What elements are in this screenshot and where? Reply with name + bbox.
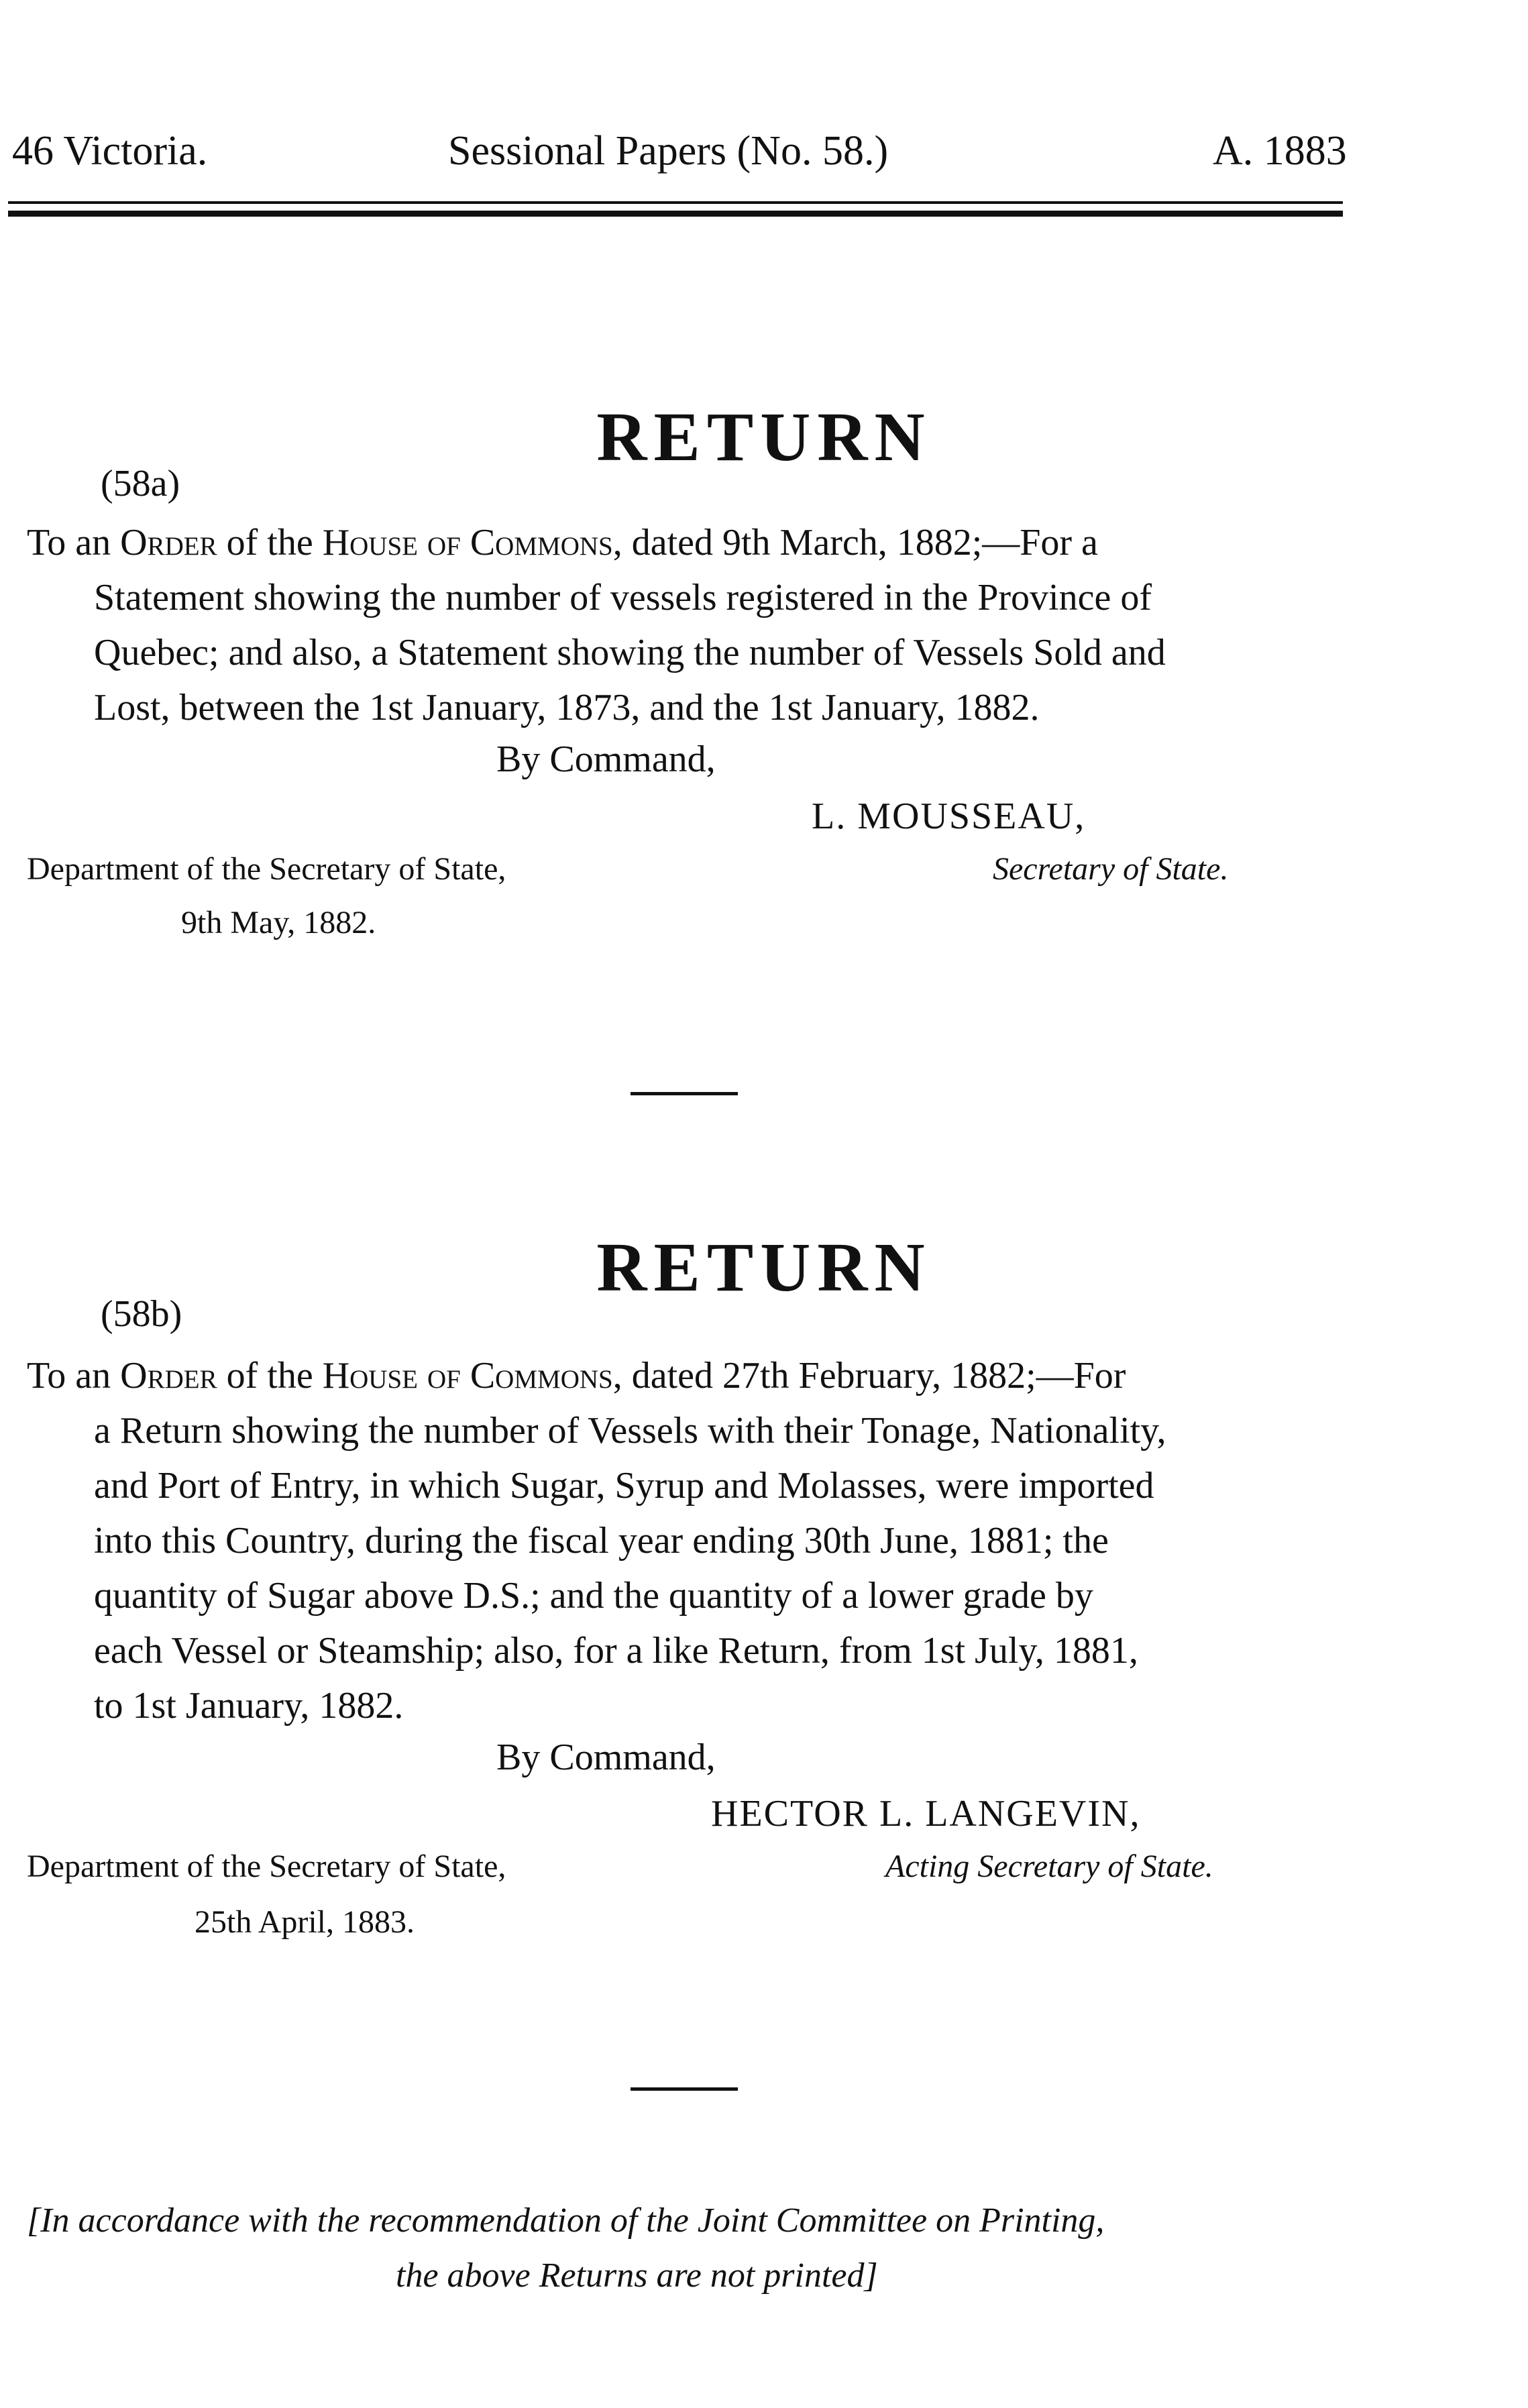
footer-line-2: the above Returns are not printed] bbox=[396, 2256, 878, 2295]
header-left: 46 Victoria. bbox=[12, 128, 208, 174]
footer-separator-rule bbox=[631, 2087, 738, 2091]
return-a-line-3: Quebec; and also, a Statement showing the number of Vessels Sold and bbox=[94, 632, 1166, 673]
header-right: A. 1883 bbox=[1213, 128, 1347, 174]
return-b-title: RETURN bbox=[596, 1229, 932, 1306]
footer-line-1: [In accordance with the recommendation of the Joint Committee on Printing, bbox=[27, 2201, 1105, 2240]
return-b-date: 25th April, 1883. bbox=[195, 1904, 415, 1940]
return-b-line-3: and Port of Entry, in which Sugar, Syrup and Molasses, were imported bbox=[94, 1465, 1154, 1507]
return-b-by-command: By Command, bbox=[496, 1737, 716, 1778]
header-rule-bottom bbox=[8, 211, 1343, 217]
return-a-by-command: By Command, bbox=[496, 738, 716, 780]
return-a-line-4: Lost, between the 1st January, 1873, and the 1st January, 1882. bbox=[94, 687, 1040, 728]
return-a-date: 9th May, 1882. bbox=[181, 905, 376, 940]
return-a-line-2: Statement showing the number of vessels registered in the Province of bbox=[94, 577, 1152, 618]
return-b-line-7: to 1st January, 1882. bbox=[94, 1685, 404, 1727]
return-a-title: RETURN bbox=[596, 398, 932, 476]
return-b-line-6: each Vessel or Steamship; also, for a like Return, from 1st July, 1881, bbox=[94, 1630, 1138, 1672]
return-b-signatory-title: Acting Secretary of State. bbox=[885, 1849, 1213, 1884]
return-b-department: Department of the Secretary of State, bbox=[27, 1849, 506, 1884]
return-b-line-5: quantity of Sugar above D.S.; and the quantity of a lower grade by bbox=[94, 1575, 1093, 1617]
header-center: Sessional Papers (No. 58.) bbox=[448, 128, 889, 174]
return-a-number: (58a) bbox=[101, 463, 180, 504]
return-b-signatory: HECTOR L. LANGEVIN, bbox=[711, 1793, 1141, 1835]
return-b-number: (58b) bbox=[101, 1293, 182, 1335]
return-a-signatory-title: Secretary of State. bbox=[993, 851, 1229, 887]
return-b-line-1: To an Order of the House of Commons, dated 27th February, 1882;—For bbox=[27, 1355, 1126, 1397]
return-a-line-1: To an Order of the House of Commons, dated 9th March, 1882;—For a bbox=[27, 522, 1098, 563]
header-rule-top bbox=[8, 201, 1343, 204]
return-a-department: Department of the Secretary of State, bbox=[27, 851, 506, 887]
return-a-signatory: L. MOUSSEAU, bbox=[812, 796, 1086, 837]
section-separator-dash bbox=[631, 1092, 738, 1095]
return-b-line-2: a Return showing the number of Vessels with their Tonage, Nationality, bbox=[94, 1410, 1166, 1452]
return-b-line-4: into this Country, during the fiscal year ending 30th June, 1881; the bbox=[94, 1520, 1109, 1562]
